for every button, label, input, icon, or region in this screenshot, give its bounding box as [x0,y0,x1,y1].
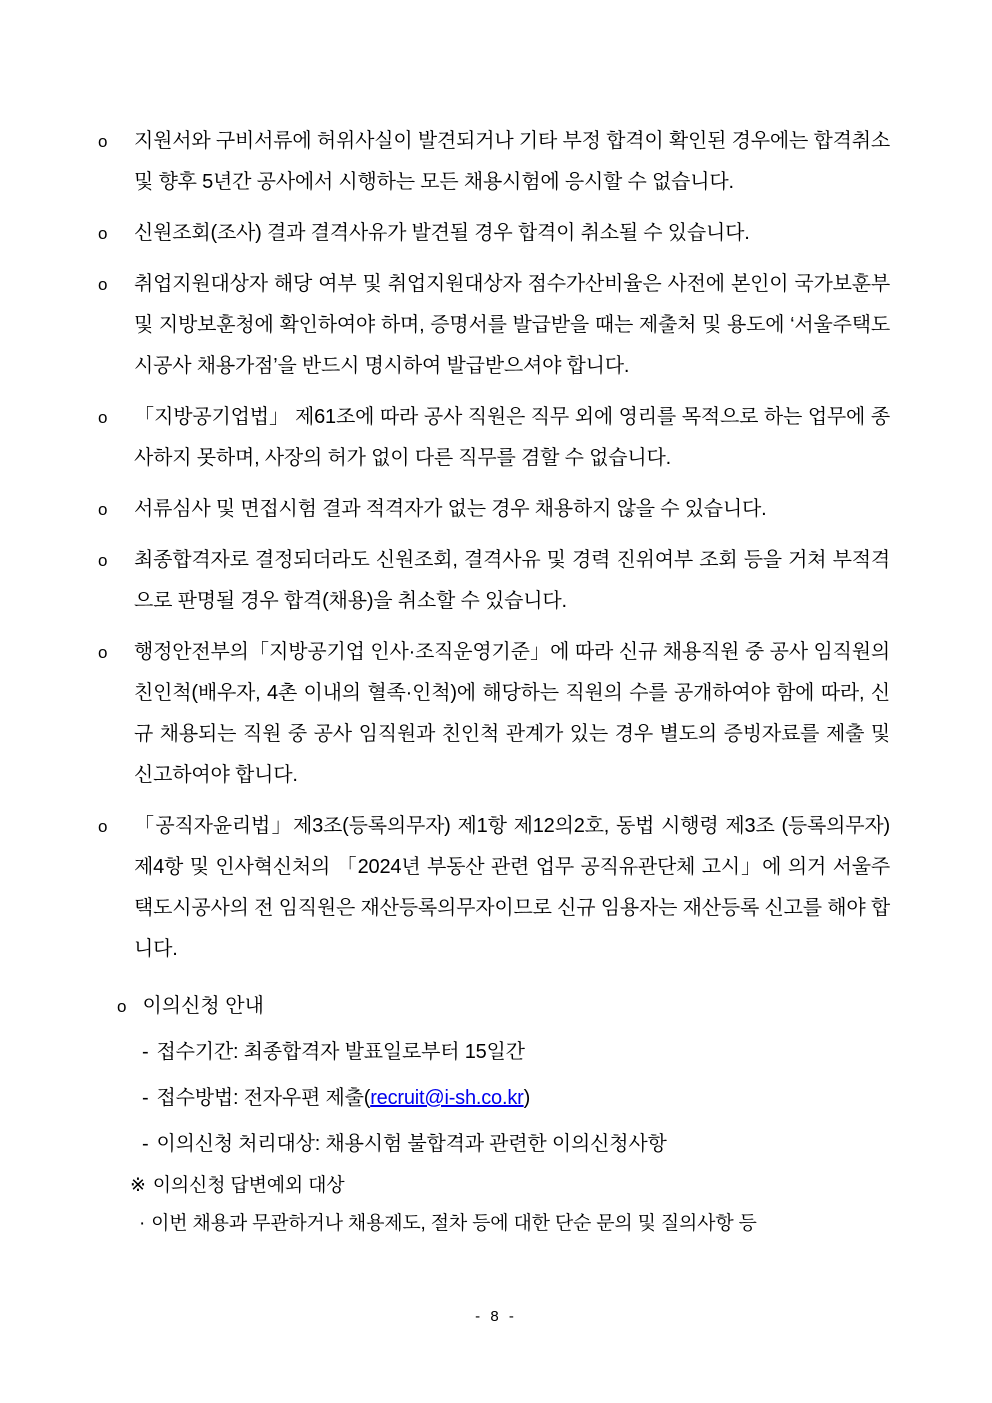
appeal-item-text: 이의신청 처리대상: 채용시험 불합격과 관련한 이의신청사항 [156,1133,667,1155]
bullet-marker: o [98,551,108,570]
appeal-section-title [117,986,890,1027]
page-number: - 8 - [475,1308,517,1325]
appeal-item-method [142,1078,890,1119]
paragraph-text: 「공직자윤리법」제3조(등록의무자) 제1항 제12의2호, 동법 시행령 제3조 (등록의무자) 제4항 및 인사혁신처의 「2024년 부동산 관련 업무 공직유관단체 고시」에 의거 서울주택도시공사의 전 임직원은 재산등록의무자이므로 신규 임용자는 재산등록 신고를 해야 합니다. [134,815,890,960]
email-link[interactable]: recruit@i-sh.co.kr [370,1087,524,1109]
appeal-exception-subnote [139,1205,890,1243]
appeal-title-text: 이의신청 안내 [142,995,264,1017]
notice-paragraph-5 [98,489,890,530]
bullet-marker: o [98,275,108,294]
appeal-item-text: ) [523,1087,531,1109]
note-text: 이의신청 답변예외 대상 [152,1175,345,1196]
appeal-item-text: 접수기간: 최종합격자 발표일로부터 15일간 [156,1041,525,1063]
paragraph-text: 행정안전부의「지방공기업 인사·조직운영기준」에 따라 신규 채용직원 중 공사 임직원의 친인척(배우자, 4촌 이내의 혈족·인척)에 해당하는 직원의 수를 공개하여야 함에 따라, 신규 채용되는 직원 중 공사 임직원과 친인척 관계가 있는 경우 별도의 증빙자료를 제출 및 신고하여야 합니다. [134,641,890,786]
appeal-item-target [142,1124,890,1165]
notice-paragraph-4 [98,397,890,479]
paragraph-text: 「지방공기업법」 제61조에 따라 공사 직원은 직무 외에 영리를 목적으로 하는 업무에 종사하지 못하며, 사장의 허가 없이 다른 직무를 겸할 수 없습니다. [134,406,890,469]
subnote-text: 이번 채용과 무관하거나 채용제도, 절차 등에 대한 단순 문의 및 질의사항 등 [151,1213,757,1234]
notice-paragraph-1 [98,121,890,203]
notice-paragraph-6 [98,540,890,622]
bullet-marker: o [98,817,108,836]
bullet-marker: o [98,224,108,243]
bullet-marker: o [98,500,108,519]
paragraph-text: 취업지원대상자 해당 여부 및 취업지원대상자 점수가산비율은 사전에 본인이 국가보훈부 및 지방보훈청에 확인하여야 하며, 증명서를 발급받을 때는 제출처 및 용도에 ‘서울주택도시공사 채용가점’을 반드시 명시하여 발급받으셔야 합니다. [134,273,890,377]
appeal-exception-note [130,1167,890,1205]
bullet-marker: o [98,408,108,427]
reference-marker: ※ [130,1175,146,1196]
bullet-marker: o [98,643,108,662]
middot-marker: · [139,1213,146,1234]
appeal-item-period [142,1032,890,1073]
dash-marker: - [142,1133,149,1155]
notice-paragraph-3 [98,264,890,387]
paragraph-text: 지원서와 구비서류에 허위사실이 발견되거나 기타 부정 합격이 확인된 경우에는 합격취소 및 향후 5년간 공사에서 시행하는 모든 채용시험에 응시할 수 없습니다. [134,130,890,193]
bullet-marker: o [117,997,127,1016]
appeal-item-text: 접수방법: 전자우편 제출( [156,1087,371,1109]
paragraph-text: 신원조회(조사) 결과 결격사유가 발견될 경우 합격이 취소될 수 있습니다. [134,222,750,244]
paragraph-text: 서류심사 및 면접시험 결과 적격자가 없는 경우 채용하지 않을 수 있습니다. [134,498,767,520]
paragraph-text: 최종합격자로 결정되더라도 신원조회, 결격사유 및 경력 진위여부 조회 등을 거쳐 부적격으로 판명될 경우 합격(채용)을 취소할 수 있습니다. [134,549,890,612]
bullet-marker: o [98,132,108,151]
notice-paragraph-2 [98,213,890,254]
notice-paragraph-7 [98,632,890,796]
dash-marker: - [142,1041,149,1063]
dash-marker: - [142,1087,149,1109]
notice-paragraph-8 [98,806,890,970]
